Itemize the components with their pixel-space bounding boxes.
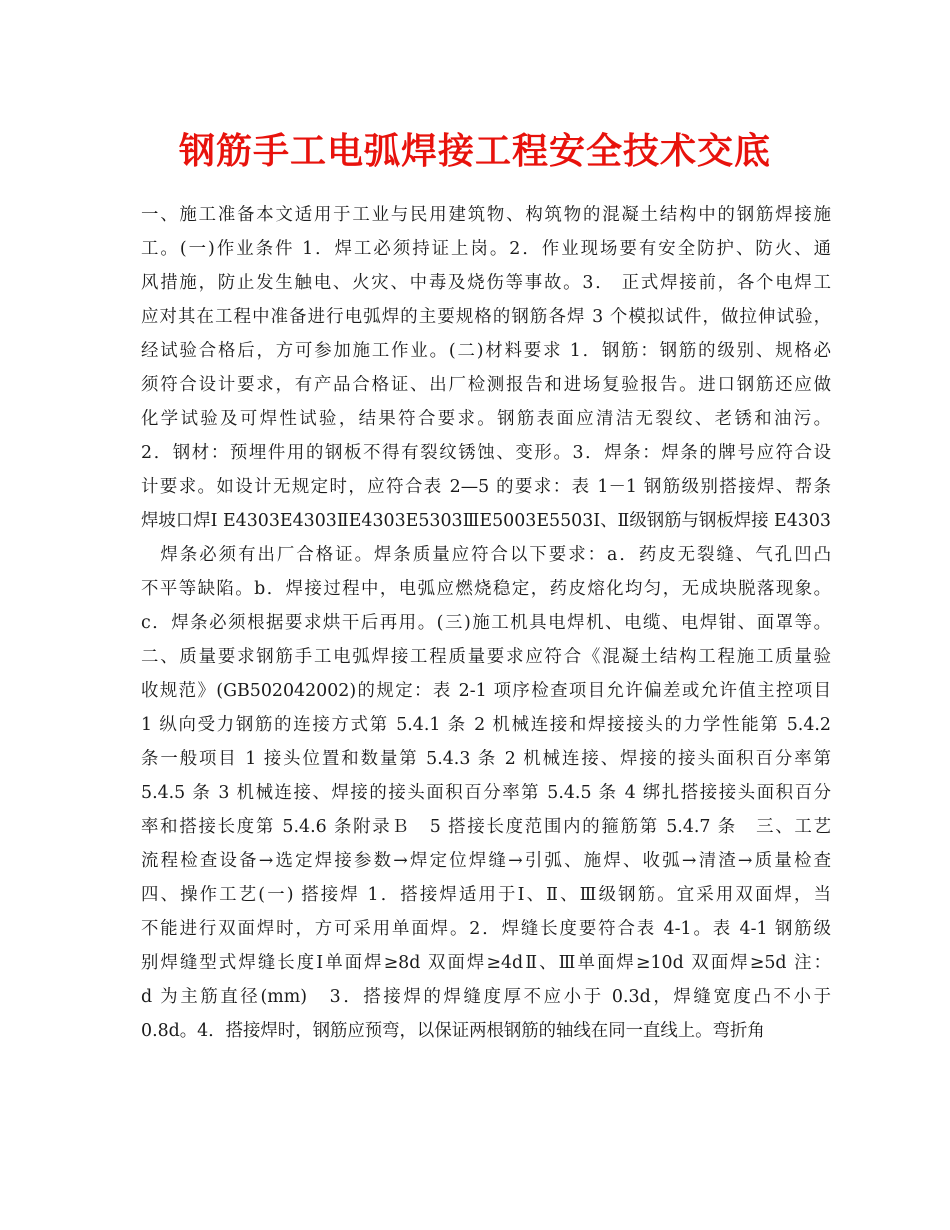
text-line: 二、质量要求钢筋手工电弧焊接工程质量要求应符合《混凝土结构工程施工质量验 xyxy=(141,647,831,667)
text-line: 焊条必须有出厂合格证。焊条质量应符合以下要求：a．药皮无裂缝、气孔凹凸 xyxy=(141,545,831,565)
text-line: 应对其在工程中准备进行电弧焊的主要规格的钢筋各焊 3 个模拟试件，做拉伸试验， xyxy=(141,307,831,327)
text-line: 2．钢材：预埋件用的钢板不得有裂纹锈蚀、变形。3．焊条：焊条的牌号应符合设 xyxy=(141,443,831,463)
text-line: 不能进行双面焊时，方可采用单面焊。2．焊缝长度要符合表 4-1。表 4-1 钢筋级 xyxy=(141,919,831,939)
text-line: 别焊缝型式焊缝长度Ⅰ单面焊≥8d 双面焊≥4dⅡ、Ⅲ单面焊≥10d 双面焊≥5d 注： xyxy=(141,953,831,973)
text-line: 率和搭接长度第 5.4.6 条附录Ｂ 5 搭接长度范围内的箍筋第 5.4.7 条 三、工艺 xyxy=(141,817,831,837)
text-line: 0.8d。4．搭接焊时，钢筋应预弯，以保证两根钢筋的轴线在同一直线上。弯折角 xyxy=(141,1021,765,1041)
text-line: 工。(一)作业条件 1．焊工必须持证上岗。2．作业现场要有安全防护、防火、通 xyxy=(141,239,831,259)
document-title: 钢筋手工电弧焊接工程安全技术交底 xyxy=(178,130,771,172)
text-line: 焊坡口焊Ⅰ E4303E4303ⅡE4303E5303ⅢE5003E5503Ⅰ、Ⅱ级钢筋与钢板焊接 E4303 xyxy=(141,511,831,531)
text-line: 流程检查设备→选定焊接参数→焊定位焊缝→引弧、施焊、收弧→清渣→质量检查 xyxy=(141,851,831,871)
text-line: 四、操作工艺(一) 搭接焊 1．搭接焊适用于Ⅰ、Ⅱ、Ⅲ级钢筋。宜采用双面焊，当 xyxy=(141,885,831,905)
text-line: 收规范》(GB502042002)的规定：表 2-1 项序检查项目允许偏差或允许值主控项目 xyxy=(141,681,831,701)
text-line: 经试验合格后，方可参加施工作业。(二)材料要求 1．钢筋：钢筋的级别、规格必 xyxy=(141,341,831,361)
text-line: 风措施，防止发生触电、火灾、中毒及烧伤等事故。3． 正式焊接前，各个电焊工 xyxy=(141,273,831,293)
text-line: 一、施工准备本文适用于工业与民用建筑物、构筑物的混凝土结构中的钢筋焊接施 xyxy=(141,205,831,225)
text-line: 1 纵向受力钢筋的连接方式第 5.4.1 条 2 机械连接和焊接接头的力学性能第 5.4.2 xyxy=(141,715,831,735)
text-line: d 为主筋直径(mm) 3．搭接焊的焊缝度厚不应小于 0.3d，焊缝宽度凸不小于 xyxy=(141,987,831,1007)
text-line: 化学试验及可焊性试验，结果符合要求。钢筋表面应清洁无裂纹、老锈和油污。 xyxy=(141,409,831,429)
document-body xyxy=(141,198,831,1048)
text-line: 条一般项目 1 接头位置和数量第 5.4.3 条 2 机械连接、焊接的接头面积百分率第 xyxy=(141,749,831,769)
text-line: 计要求。如设计无规定时，应符合表 2—5 的要求：表 1－1 钢筋级别搭接焊、帮条 xyxy=(141,477,831,497)
text-line: c．焊条必须根据要求烘干后再用。(三)施工机具电焊机、电缆、电焊钳、面罩等。 xyxy=(141,613,831,633)
text-line: 须符合设计要求，有产品合格证、出厂检测报告和进场复验报告。进口钢筋还应做 xyxy=(141,375,831,395)
text-line: 不平等缺陷。b．焊接过程中，电弧应燃烧稳定，药皮熔化均匀，无成块脱落现象。 xyxy=(141,579,831,599)
text-line: 5.4.5 条 3 机械连接、焊接的接头面积百分率第 5.4.5 条 4 绑扎搭接接头面积百分 xyxy=(141,783,831,803)
